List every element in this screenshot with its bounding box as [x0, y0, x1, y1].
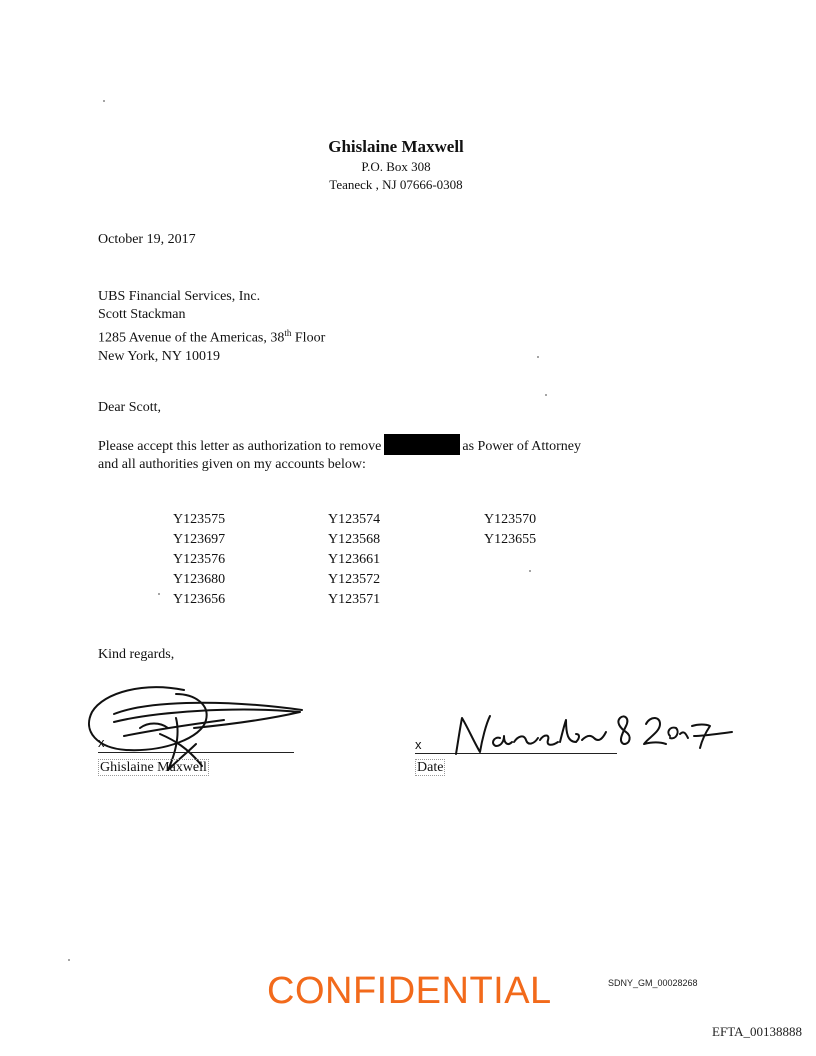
recipient-street-main: 1285 Avenue of the Americas, 38 — [98, 330, 285, 346]
body-line-1-before: Please accept this letter as authorization to remove — [98, 439, 382, 454]
sender-address-line2: Teaneck , NJ 07666-0308 — [329, 177, 463, 192]
scan-speck — [103, 100, 105, 102]
accounts-col-3 — [484, 510, 536, 550]
date-label — [415, 758, 445, 776]
letter-body — [98, 434, 581, 474]
account-number: Y123574 — [328, 512, 381, 527]
account-number: Y123571 — [328, 592, 381, 607]
account-number: Y123576 — [173, 552, 226, 567]
signature-name-text: Ghislaine Maxwell — [100, 760, 207, 775]
recipient-street-superscript: th — [284, 328, 292, 338]
accounts-col-1 — [173, 510, 225, 610]
account-number: Y123575 — [173, 512, 226, 527]
sender-address-line1: P.O. Box 308 — [361, 159, 431, 174]
handwritten-date — [448, 712, 738, 758]
recipient-block — [98, 288, 325, 366]
closing: Kind regards, — [98, 647, 175, 662]
redaction-box — [384, 434, 460, 455]
account-number: Y123680 — [173, 572, 226, 587]
efta-number: EFTA_00138888 — [712, 1024, 802, 1039]
signature-name-label — [98, 758, 209, 776]
recipient-person: Scott Stackman — [98, 307, 186, 322]
body-line-2: and all authorities given on my accounts below: — [98, 457, 366, 472]
bates-number: SDNY_GM_00028268 — [608, 978, 698, 988]
body-line-1-after: as Power of Attorney — [462, 439, 581, 454]
recipient-company: UBS Financial Services, Inc. — [98, 289, 261, 304]
accounts-col-2 — [328, 510, 380, 610]
body-line-1 — [98, 434, 581, 456]
sender-name: Ghislaine Maxwell — [328, 137, 464, 156]
account-number: Y123570 — [484, 512, 537, 527]
signature-line — [98, 752, 294, 753]
letter-date: October 19, 2017 — [98, 232, 196, 247]
account-number: Y123656 — [173, 592, 226, 607]
account-number: Y123568 — [328, 532, 381, 547]
scan-speck — [545, 394, 547, 396]
recipient-street — [98, 324, 325, 348]
signature-x-mark: x — [98, 735, 105, 750]
salutation: Dear Scott, — [98, 400, 161, 415]
scan-speck — [158, 593, 160, 595]
account-number: Y123655 — [484, 532, 537, 547]
date-label-text: Date — [417, 760, 444, 775]
confidential-stamp: CONFIDENTIAL — [267, 970, 552, 1012]
recipient-street-tail: Floor — [291, 330, 326, 346]
recipient-city: New York, NY 10019 — [98, 348, 220, 364]
account-number: Y123697 — [173, 532, 226, 547]
account-number: Y123572 — [328, 572, 381, 587]
scan-speck — [537, 356, 539, 358]
scan-speck — [68, 959, 70, 961]
scan-speck — [529, 570, 531, 572]
account-number: Y123661 — [328, 552, 381, 567]
date-x-mark: x — [415, 737, 422, 752]
letterhead — [256, 136, 536, 194]
